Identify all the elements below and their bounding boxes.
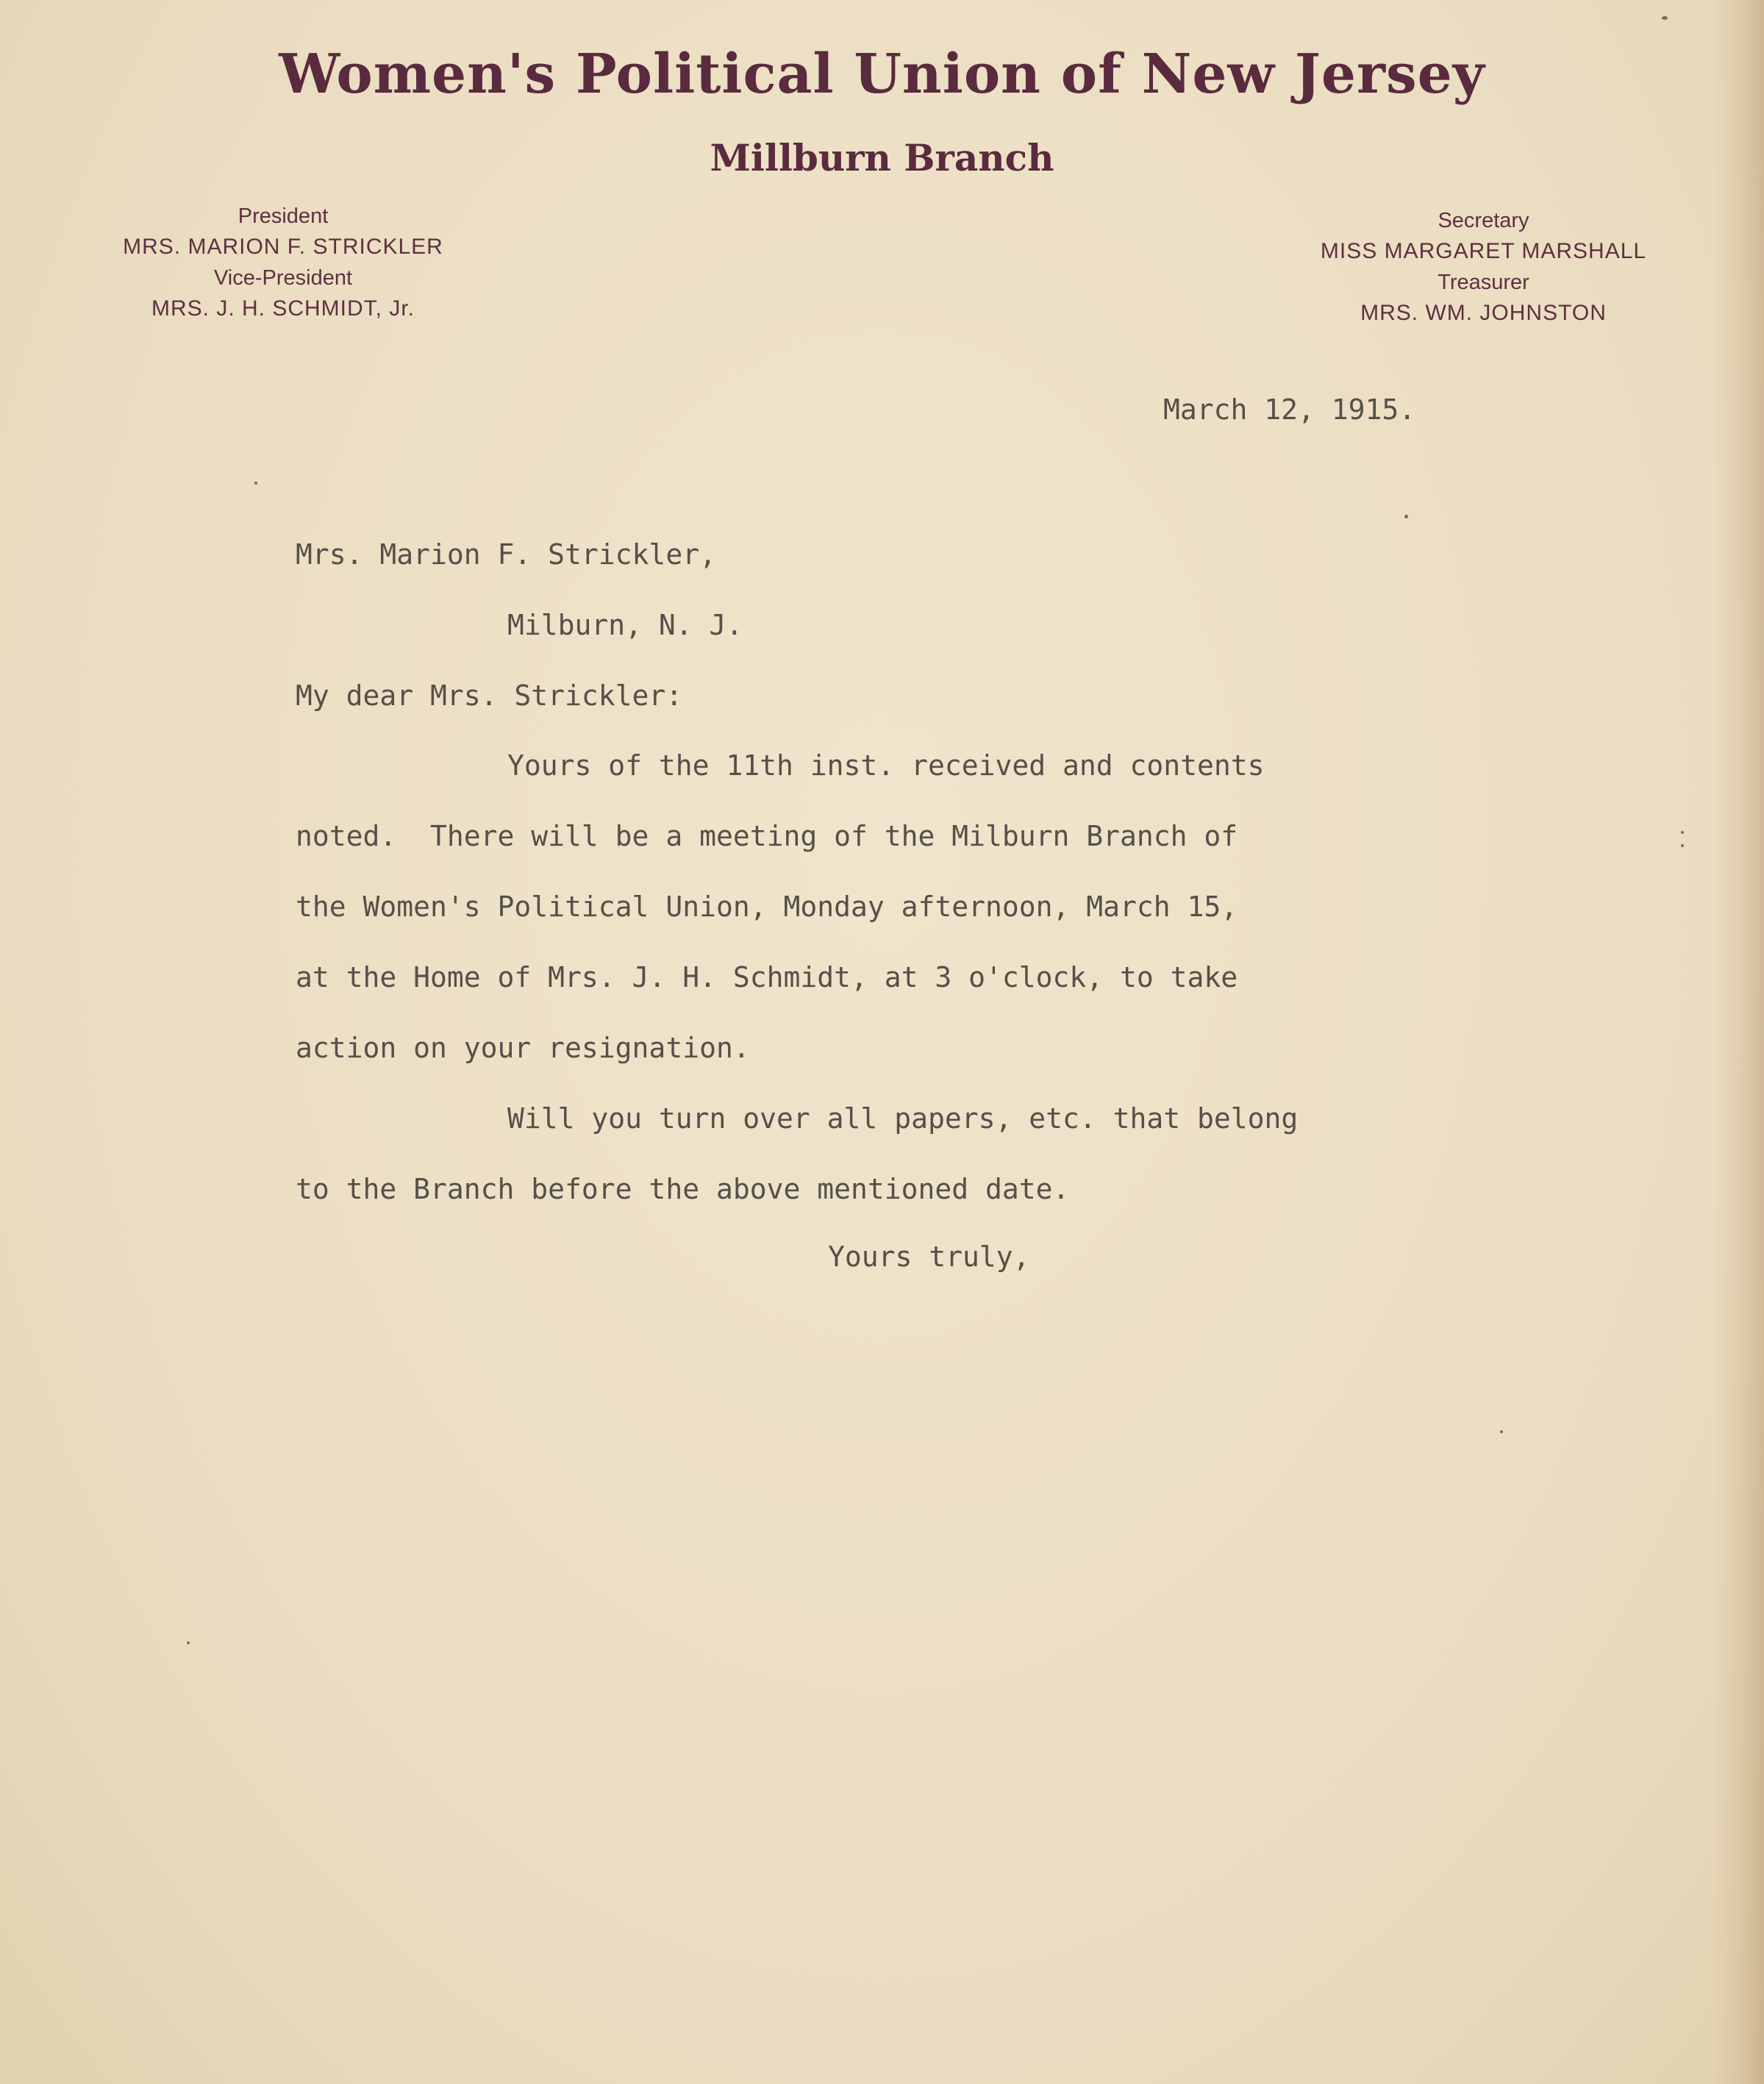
paper-speck xyxy=(1681,831,1684,834)
officers-right xyxy=(1283,206,1684,329)
vice-president-name: MRS. J. H. SCHMIDT, Jr. xyxy=(151,296,415,321)
paper-speck xyxy=(1404,515,1408,518)
paper-speck xyxy=(1681,844,1684,847)
body-line: Yours of the 11th inst. received and contents xyxy=(507,749,1265,782)
vice-president-role: Vice-President xyxy=(213,266,353,290)
secretary-role: Secretary xyxy=(1438,209,1529,232)
recipient-address: Milburn, N. J. xyxy=(507,609,743,641)
paper-speck xyxy=(254,482,257,485)
treasurer-role: Treasurer xyxy=(1438,271,1529,294)
closing: Yours truly, xyxy=(828,1241,1030,1273)
secretary-name: MISS MARGARET MARSHALL xyxy=(1320,239,1647,263)
paper-speck xyxy=(187,1641,190,1644)
body-line: noted. There will be a meeting of the Milburn Branch of xyxy=(296,820,1238,852)
officers-left xyxy=(74,201,493,325)
treasurer-name: MRS. WM. JOHNSTON xyxy=(1360,301,1607,325)
recipient-name: Mrs. Marion F. Strickler, xyxy=(296,538,716,571)
paper-edge-shading xyxy=(1713,0,1764,2084)
branch-name: Millburn Branch xyxy=(710,136,1054,179)
salutation: My dear Mrs. Strickler: xyxy=(296,679,683,712)
body-line: to the Branch before the above mentioned date. xyxy=(296,1173,1070,1205)
president-name: MRS. MARION F. STRICKLER xyxy=(123,235,443,259)
body-line: action on your resignation. xyxy=(296,1032,750,1064)
body-line: Will you turn over all papers, etc. that belong xyxy=(507,1102,1299,1135)
paper-speck xyxy=(1662,16,1668,20)
organization-title: Women's Political Union of New Jersey xyxy=(279,43,1485,106)
body-line: the Women's Political Union, Monday afternoon, March 15, xyxy=(296,891,1238,923)
letter-date: March 12, 1915. xyxy=(1163,393,1416,426)
president-role: President xyxy=(238,204,329,228)
body-line: at the Home of Mrs. J. H. Schmidt, at 3 o'clock, to take xyxy=(296,961,1238,993)
paper-speck xyxy=(1500,1430,1503,1433)
